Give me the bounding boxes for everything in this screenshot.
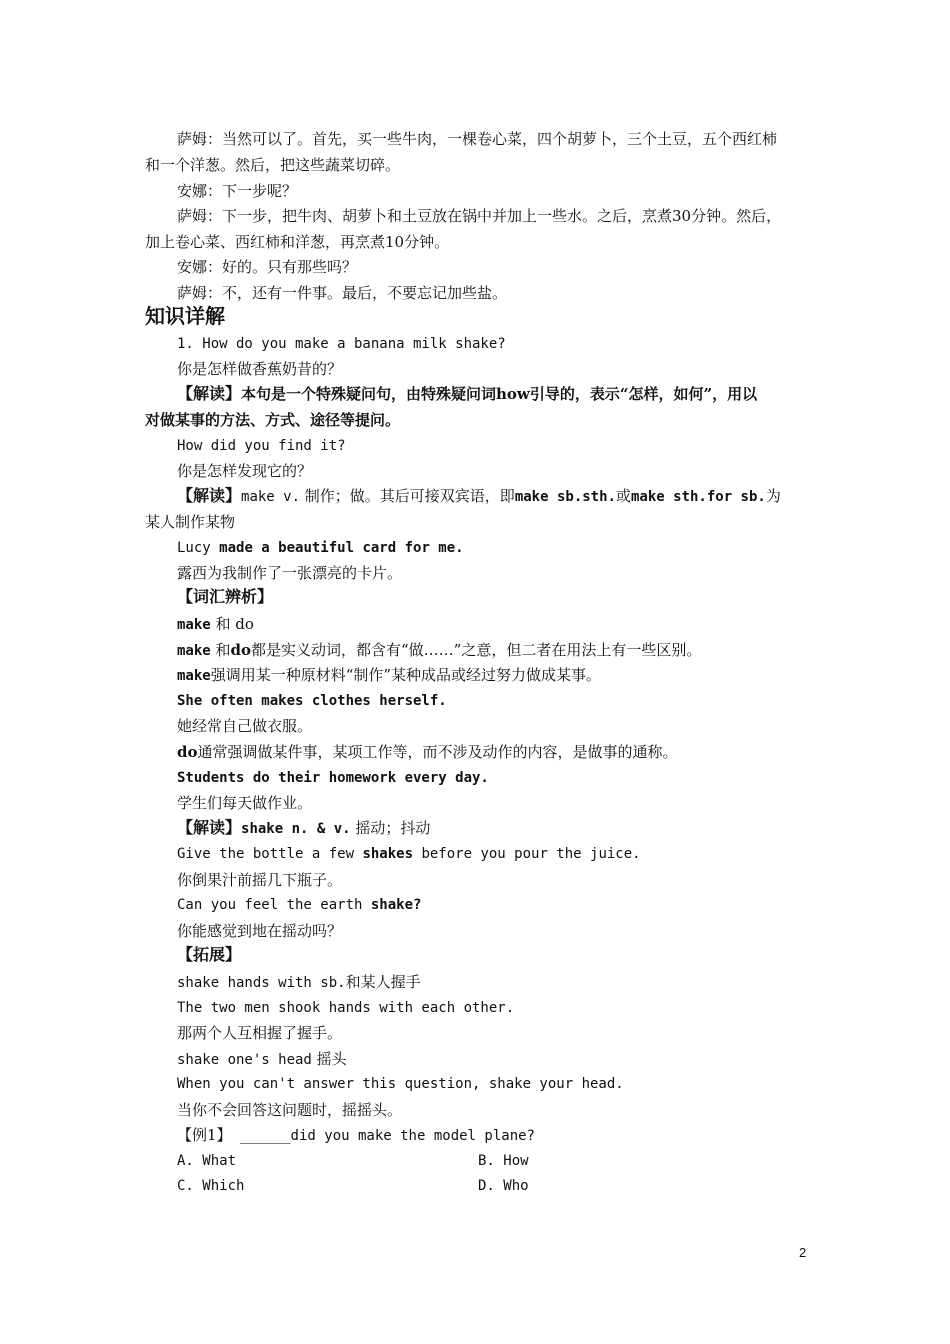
example-shake2-zh: 你能感觉到地在摇动吗？ [177,922,343,940]
dialogue-line: 安娜：好的。只有那些吗？ [177,258,358,276]
tuozhan-example1-zh: 那两个人互相握了握手。 [177,1024,343,1042]
tuozhan-tag: 【拓展】 [177,945,242,964]
jiedu3-word: shake n. & v. [241,821,351,837]
example-card-pre: Lucy [177,540,220,556]
example-shake1-post: before you pour the juice. [413,846,641,862]
example-find-en: How did you find it? [177,438,346,454]
cihui-l1-zh2: 都是实义动词，都含有“做……”之意，但二者在用法上有一些区别。 [251,641,702,659]
cihui-l2-zh: 强调用某一种原材料“制作”某种成品或经过努力做成某事。 [210,666,602,684]
dialogue-line: 萨姆：不，还有一件事。最后，不要忘记加些盐。 [177,284,508,302]
example1-option-c: C. Which [177,1178,245,1194]
tuozhan-example2-en: When you can't answer this question, shake your head. [177,1076,624,1092]
cihui-l1-en1: make [177,643,211,659]
dialogue-line: 安娜：下一步呢？ [177,182,298,200]
tuozhan-example2-zh: 当你不会回答这问题时，摇摇头。 [177,1101,403,1119]
cihui-title-zh: 和 do [210,615,254,633]
example-shake2-en [177,894,421,916]
cihui-l3-zh: 通常强调做某件事，某项工作等，而不涉及动作的内容，是做事的通称。 [197,743,678,761]
jiedu3-line [177,817,430,840]
cihui-heading [177,586,273,608]
tuozhan-phrase1-zh: 和某人握手 [345,973,421,991]
jiedu-tag: 【解读】 [177,486,242,505]
tuozhan-phrase1-en: shake hands with sb. [177,975,346,991]
tuozhan-example1-en: The two men shook hands with each other. [177,1000,515,1016]
example-shake1-en [177,843,641,865]
cihui-line2 [177,664,601,687]
cihui-l3-en: do [177,743,198,761]
cihui-line1 [177,639,701,662]
jiedu-tag: 【解读】 [177,384,242,403]
dialogue-line: 萨姆：当然可以了。首先，买一些牛肉，一棵卷心菜，四个胡萝卜，三个土豆，五个西红柿 [177,130,778,148]
example1-question-text: ______did you make the model plane? [231,1128,535,1144]
cihui-title-en: make [177,617,211,633]
cihui-tag: 【词汇辨析】 [177,587,274,606]
jiedu2-end: 为 [765,487,781,505]
example-shake1-pre: Give the bottle a few [177,846,363,862]
example-shake2-pre: Can you feel the earth [177,897,371,913]
jiedu1-line2: 对做某事的方法、方式、途径等提问。 [145,411,401,429]
cihui-title [177,613,254,636]
example1-option-a: A. What [177,1153,237,1169]
jiedu-tag: 【解读】 [177,818,242,837]
jiedu2-pattern1: make sb.sth. [514,489,616,505]
cihui-line3 [177,741,678,763]
example-card-en [177,537,464,559]
example-card-bold: made a beautiful card for me. [219,540,464,556]
example1-question [177,1124,535,1147]
dialogue-line: 和一个洋葱。然后，把这些蔬菜切碎。 [145,156,401,174]
jiedu1-line1 [177,383,757,405]
example1-option-b: B. How [478,1153,529,1169]
tuozhan-phrase2-en: shake one's head [177,1052,312,1068]
jiedu2-pattern2: make sth.for sb. [630,489,766,505]
cihui-example1-zh: 她经常自己做衣服。 [177,717,313,735]
example1-option-d: D. Who [478,1178,529,1194]
cihui-l1-zh1: 和 [210,641,231,659]
tuozhan-phrase2-zh: 摇头 [311,1050,347,1068]
item1-translation: 你是怎样做香蕉奶昔的？ [177,360,343,378]
dialogue-line: 萨姆：下一步，把牛肉、胡萝卜和土豆放在锅中并加上一些水。之后，烹煮30分钟。然后， [177,207,782,225]
item1-sentence: 1. How do you make a banana milk shake? [177,336,506,352]
jiedu2-word: make v. [241,489,301,505]
jiedu2-text: 制作；做。其后可接双宾语，即 [300,487,515,505]
example-card-zh: 露西为我制作了一张漂亮的卡片。 [177,564,403,582]
tuozhan-heading [177,944,241,966]
dialogue-line: 加上卷心菜、西红柿和洋葱，再烹煮10分钟。 [145,233,450,251]
jiedu2-line1 [177,485,781,508]
example1-label: 【例1】 [177,1126,232,1144]
example-find-zh: 你是怎样发现它的？ [177,462,313,480]
cihui-l1-en2: do [230,641,251,659]
section-title: 知识详解 [145,304,225,328]
jiedu2-mid: 或 [615,487,631,505]
example-shake2-bold: shake? [370,897,422,913]
jiedu3-meaning: 摇动；抖动 [350,819,431,837]
tuozhan-phrase1 [177,971,421,994]
jiedu1-text: 本句是一个特殊疑问句，由特殊疑问词how引导的，表示“怎样，如何”，用以 [241,385,758,403]
cihui-example2-zh: 学生们每天做作业。 [177,794,313,812]
page-number: 2 [799,1245,807,1260]
tuozhan-phrase2 [177,1048,347,1071]
cihui-example1-en: She often makes clothes herself. [177,693,447,709]
jiedu2-line2: 某人制作某物 [145,513,236,531]
example-shake1-bold: shakes [362,846,414,862]
cihui-l2-en: make [177,668,211,684]
cihui-example2-en: Students do their homework every day. [177,770,489,786]
example-shake1-zh: 你倒果汁前摇几下瓶子。 [177,871,343,889]
